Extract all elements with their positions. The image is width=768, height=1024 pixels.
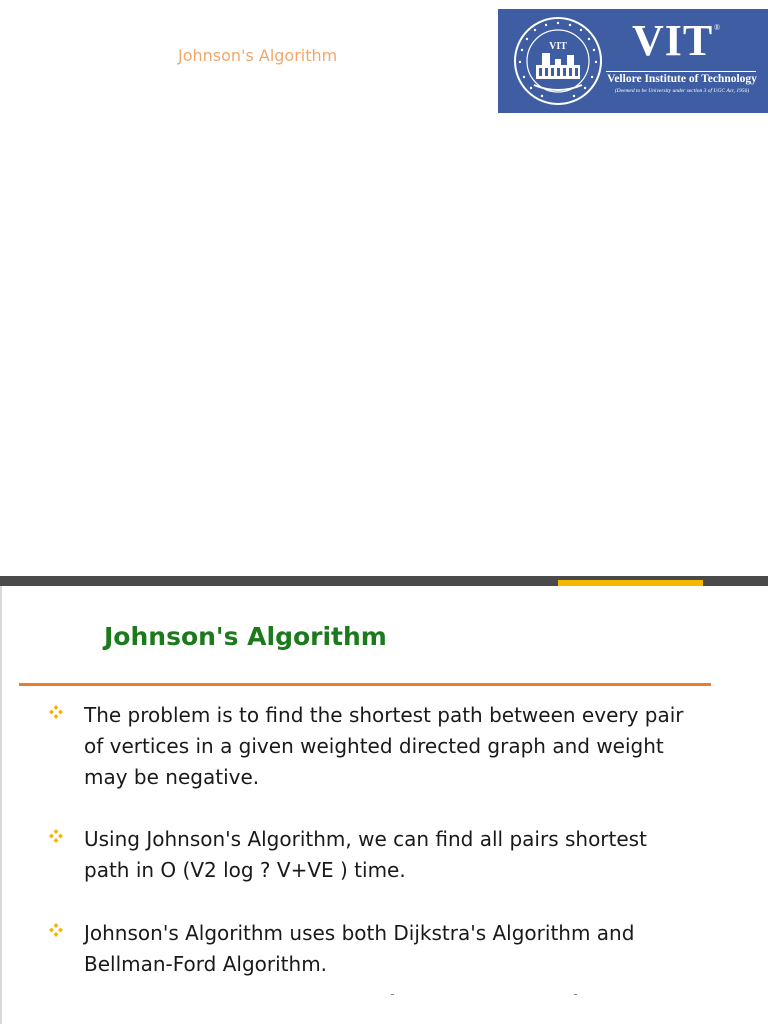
four-diamond-icon bbox=[48, 922, 64, 938]
vit-seal-icon bbox=[512, 15, 604, 107]
svg-text:VIT: VIT bbox=[549, 41, 567, 52]
logo-wordmark: VIT bbox=[632, 16, 714, 65]
bullet-text: The problem is to find the shortest path between every pair of vertices in a given weighted directed graph and weight may be negative. bbox=[84, 703, 684, 789]
bullet-text: Using Johnson's Algorithm, we can find all pairs shortest path in O (V2 log ? V+VE ) time. bbox=[84, 827, 647, 882]
logo-divider bbox=[606, 71, 756, 72]
registered-mark: ® bbox=[714, 23, 721, 32]
logo-subtitle: (Deemed to be University under section 3 of UGC Act, 1956) bbox=[614, 88, 750, 94]
vit-logo bbox=[498, 9, 768, 113]
footer-mark bbox=[391, 994, 394, 995]
four-diamond-icon bbox=[48, 704, 64, 720]
bullet-text: Johnson's Algorithm uses both Dijkstra's Algorithm and Bellman-Ford Algorithm. bbox=[84, 921, 635, 976]
slide-title: Johnson's Algorithm bbox=[104, 622, 387, 651]
four-diamond-icon bbox=[48, 828, 64, 844]
logo-institute-name: Vellore Institute of Technology bbox=[607, 73, 757, 85]
slide-title-underline bbox=[19, 683, 711, 686]
footer-mark bbox=[574, 994, 577, 995]
page-header-title: Johnson's Algorithm bbox=[178, 46, 338, 65]
